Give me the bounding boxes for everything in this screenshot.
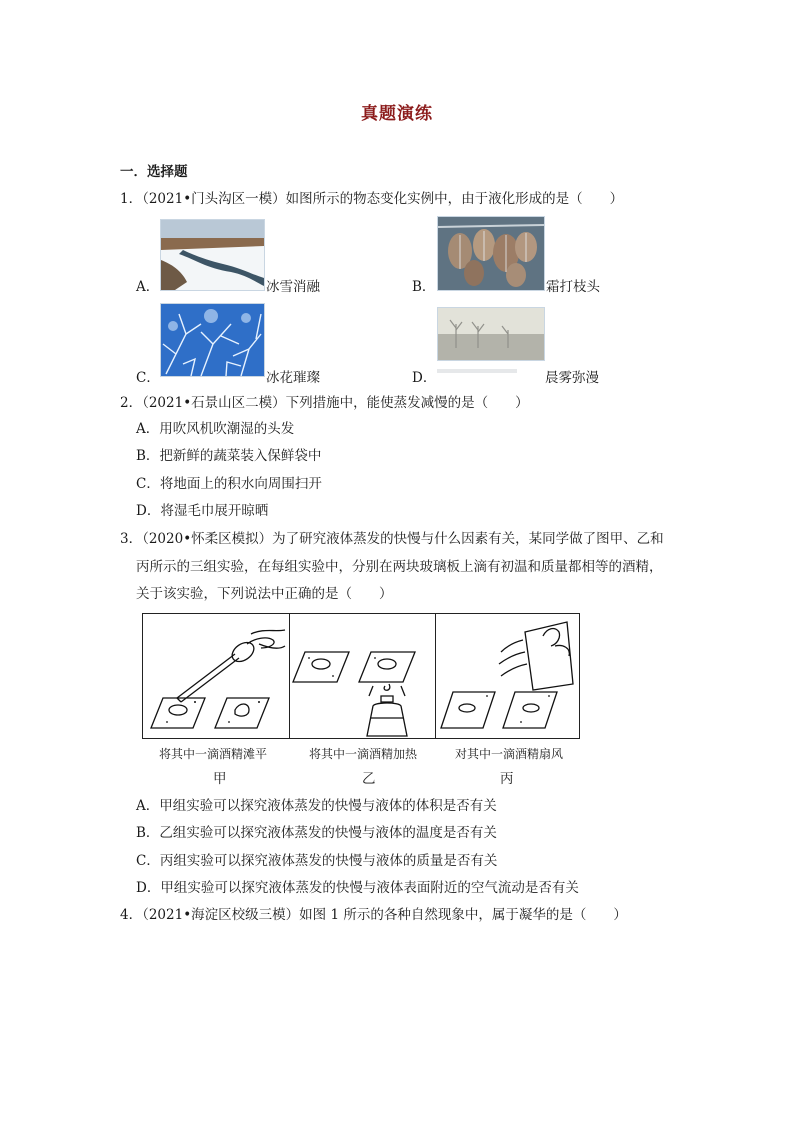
q1-option-c-letter: C． <box>136 370 160 386</box>
fanning-drawing <box>435 614 579 738</box>
q1-option-c-caption: 冰花璀璨 <box>266 370 320 386</box>
photo-caption-bar <box>437 369 517 373</box>
snow-melting-photo <box>160 219 265 291</box>
panel-b-caption: 将其中一滴酒精加热 <box>309 747 418 761</box>
panel-c-label: 丙 <box>500 771 514 787</box>
q2-option-a: A．用吹风机吹潮湿的头发 <box>136 421 295 437</box>
morning-fog-photo <box>437 307 545 361</box>
dropper-spreading-drawing <box>143 614 289 738</box>
page-title: 真题演练 <box>361 104 433 124</box>
q2-option-d: D．将湿毛巾展开晾晒 <box>136 503 269 519</box>
question-3-stem-line-3: 关于该实验，下列说法中正确的是（ ） <box>136 586 393 602</box>
q2-option-c: C．将地面上的积水向周围扫开 <box>136 476 322 492</box>
q1-option-d-caption: 晨雾弥漫 <box>545 370 599 386</box>
q1-option-b-letter: B． <box>412 279 436 295</box>
ice-flowers-photo <box>160 303 265 377</box>
panel-c-caption: 对其中一滴酒精扇风 <box>455 747 564 761</box>
q3-option-c: C．丙组实验可以探究液体蒸发的快慢与液体的质量是否有关 <box>136 853 498 869</box>
experiment-figure <box>142 613 580 739</box>
q3-option-a: A．甲组实验可以探究液体蒸发的快慢与液体的体积是否有关 <box>136 798 497 814</box>
panel-b-label: 乙 <box>362 771 376 787</box>
q2-option-b: B．把新鲜的蔬菜装入保鲜袋中 <box>136 448 322 464</box>
q1-option-d-letter: D． <box>412 370 437 386</box>
section-heading: 一．选择题 <box>120 164 188 180</box>
q1-option-b-caption: 霜打枝头 <box>546 279 600 295</box>
question-3-stem-line-2: 丙所示的三组实验，在每组实验中，分别在两块玻璃板上滴有初温和质量都相等的酒精， <box>136 559 663 575</box>
q3-option-b: B．乙组实验可以探究液体蒸发的快慢与液体的温度是否有关 <box>136 825 497 841</box>
frost-on-branch-photo <box>437 216 545 291</box>
panel-a-caption: 将其中一滴酒精滩平 <box>159 747 268 761</box>
question-3-stem-line-1: 3．（2020•怀柔区模拟）为了研究液体蒸发的快慢与什么因素有关，某同学做了图甲、乙和 <box>120 531 664 547</box>
q1-option-a-caption: 冰雪消融 <box>266 279 320 295</box>
question-4-stem: 4．（2021•海淀区校级三模）如图 1 所示的各种自然现象中，属于凝华的是（ ） <box>120 907 627 923</box>
q1-option-a-letter: A． <box>136 279 160 295</box>
heating-lamp-drawing <box>289 614 435 738</box>
q3-option-d: D．甲组实验可以探究液体蒸发的快慢与液体表面附近的空气流动是否有关 <box>136 880 579 896</box>
panel-a-label: 甲 <box>213 771 227 787</box>
question-2-stem: 2．（2021•石景山区二模）下列措施中，能使蒸发减慢的是（ ） <box>120 395 529 411</box>
question-1-stem: 1．（2021•门头沟区一模）如图所示的物态变化实例中，由于液化形成的是（ ） <box>120 191 624 207</box>
